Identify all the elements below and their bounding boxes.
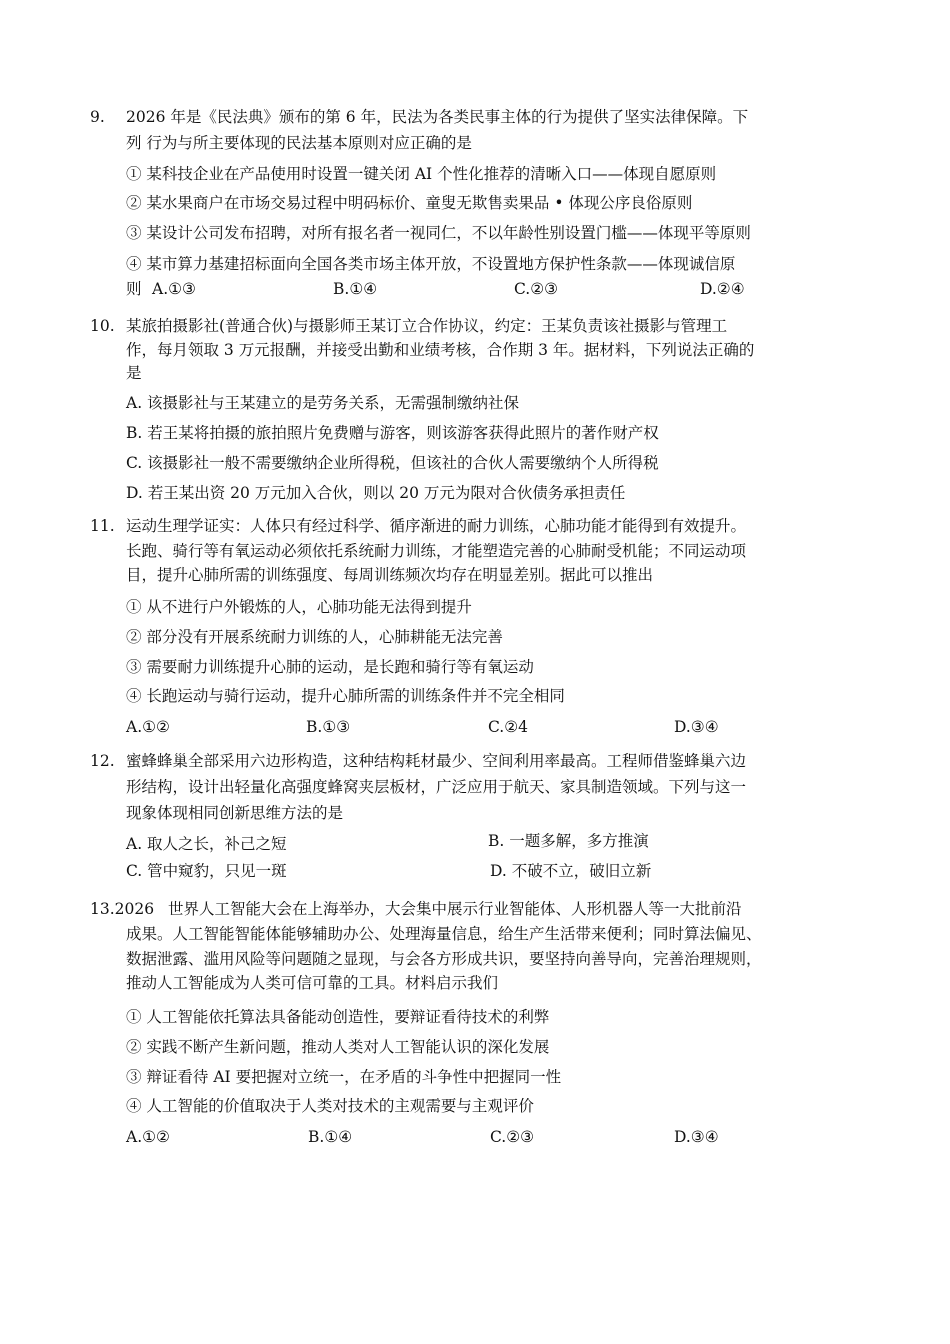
answer-option-b: B.①④ [308, 1128, 353, 1146]
question-stem: 是 [126, 364, 142, 382]
question-stem: 长跑、骑行等有氧运动必须依托系统耐力训练，才能塑造完善的心肺耐受机能；不同运动项 [126, 542, 747, 560]
statement-item: ② 实践不断产生新问题，推动人类对人工智能认识的深化发展 [126, 1038, 550, 1056]
question-stem: 作，每月领取 3 万元报酬，并接受出勤和业绩考核，合作期 3 年。据材料，下列说法正确的 [126, 341, 755, 359]
answer-option-d: D. 不破不立，破旧立新 [490, 862, 652, 880]
answer-option-a: A.①② [126, 718, 170, 736]
question-stem: 形结构，设计出轻量化高强度蜂窝夹层板材，广泛应用于航天、家具制造领域。下列与这一 [126, 778, 747, 796]
answer-option-a: A. 取人之长，补己之短 [126, 835, 287, 853]
question-number: 13.2026 [90, 900, 155, 918]
answer-option-d: D.②④ [700, 280, 745, 298]
question-number: 10. [90, 317, 115, 335]
answer-option-b: B.①④ [333, 280, 378, 298]
answer-option-b: B. 一题多解，多方推演 [488, 832, 649, 850]
question-stem: 世界人工智能大会在上海举办，大会集中展示行业智能体、人形机器人等一大批前沿 [168, 900, 742, 918]
answer-option-c: C. 管中窥豹，只见一斑 [126, 862, 287, 880]
answer-option-a: A. 该摄影社与王某建立的是劳务关系，无需强制缴纳社保 [126, 394, 520, 412]
answer-option-c: C.②4 [488, 718, 528, 736]
statement-item: ① 人工智能依托算法具备能动创造性，要辩证看待技术的利弊 [126, 1008, 550, 1026]
question-number: 9. [90, 108, 105, 126]
answer-option-b: B. 若王某将拍摄的旅拍照片免费赠与游客，则该游客获得此照片的著作财产权 [126, 424, 659, 442]
answer-option-a: A.①③ [152, 280, 196, 298]
statement-item: ③ 需要耐力训练提升心肺的运动，是长跑和骑行等有氧运动 [126, 658, 534, 676]
statement-item: ④ 人工智能的价值取决于人类对技术的主观需要与主观评价 [126, 1097, 534, 1115]
answer-option-c: C.②③ [490, 1128, 535, 1146]
answer-option-a: A.①② [126, 1128, 170, 1146]
answer-option-b: B.①③ [306, 718, 351, 736]
question-stem: 目，提升心肺所需的训练强度、每周训练频次均存在明显差别。据此可以推出 [126, 566, 654, 584]
answer-option-d: D.③④ [674, 1128, 719, 1146]
question-number: 11. [90, 517, 115, 535]
statement-item: ② 某水果商户在市场交易过程中明码标价、童叟无欺售卖果品 • 体现公序良俗原则 [126, 194, 693, 212]
question-stem: 蜜蜂蜂巢全部采用六边形构造，这种结构耗材最少、空间利用率最高。工程师借鉴蜂巢六边 [126, 752, 747, 770]
question-stem: 运动生理学证实：人体只有经过科学、循序渐进的耐力训练，心肺功能才能得到有效提升。 [126, 517, 747, 535]
question-number: 12. [90, 752, 115, 770]
answer-option-c: C.②③ [514, 280, 559, 298]
question-stem: 推动人工智能成为人类可信可靠的工具。材料启示我们 [126, 974, 499, 992]
question-stem: 现象体现相同创新思维方法的是 [126, 804, 344, 822]
question-stem: 2026 年是《民法典》颁布的第 6 年，民法为各类民事主体的行为提供了坚实法律保障。下 [126, 108, 749, 126]
statement-item: ④ 长跑运动与骑行运动，提升心肺所需的训练条件并不完全相同 [126, 687, 565, 705]
question-stem: 成果。人工智能智能体能够辅助办公、处理海量信息，给生产生活带来便利；同时算法偏见、 [126, 925, 762, 943]
statement-item: ③ 某设计公司发布招聘，对所有报名者一视同仁，不以年龄性别设置门槛——体现平等原则 [126, 224, 751, 242]
question-stem: 列 行为与所主要体现的民法基本原则对应正确的是 [126, 134, 472, 152]
question-stem: 数据泄露、滥用风险等问题随之显现，与会各方形成共识，要坚持向善导向，完善治理规则， [126, 950, 762, 968]
question-stem: 某旅拍摄影社(普通合伙)与摄影师王某订立合作协议，约定：王某负责该社摄影与管理工 [126, 317, 728, 335]
statement-item: ① 从不进行户外锻炼的人，心肺功能无法得到提升 [126, 598, 472, 616]
statement-item: ④ 某市算力基建招标面向全国各类市场主体开放，不设置地方保护性条款——体现诚信原 [126, 255, 736, 273]
statement-item: ① 某科技企业在产品使用时设置一键关闭 AI 个性化推荐的清晰入口——体现自愿原则 [126, 165, 717, 183]
statement-item: ③ 辩证看待 AI 要把握对立统一，在矛盾的斗争性中把握同一性 [126, 1068, 562, 1086]
answer-option-d: D.③④ [674, 718, 719, 736]
statement-item: ② 部分没有开展系统耐力训练的人，心肺耕能无法完善 [126, 628, 503, 646]
statement-item-continuation: 则 [126, 280, 142, 298]
answer-option-d: D. 若王某出资 20 万元加入合伙，则以 20 万元为限对合伙债务承担责任 [126, 484, 626, 502]
answer-option-c: C. 该摄影社一般不需要缴纳企业所得税，但该社的合伙人需要缴纳个人所得税 [126, 454, 659, 472]
